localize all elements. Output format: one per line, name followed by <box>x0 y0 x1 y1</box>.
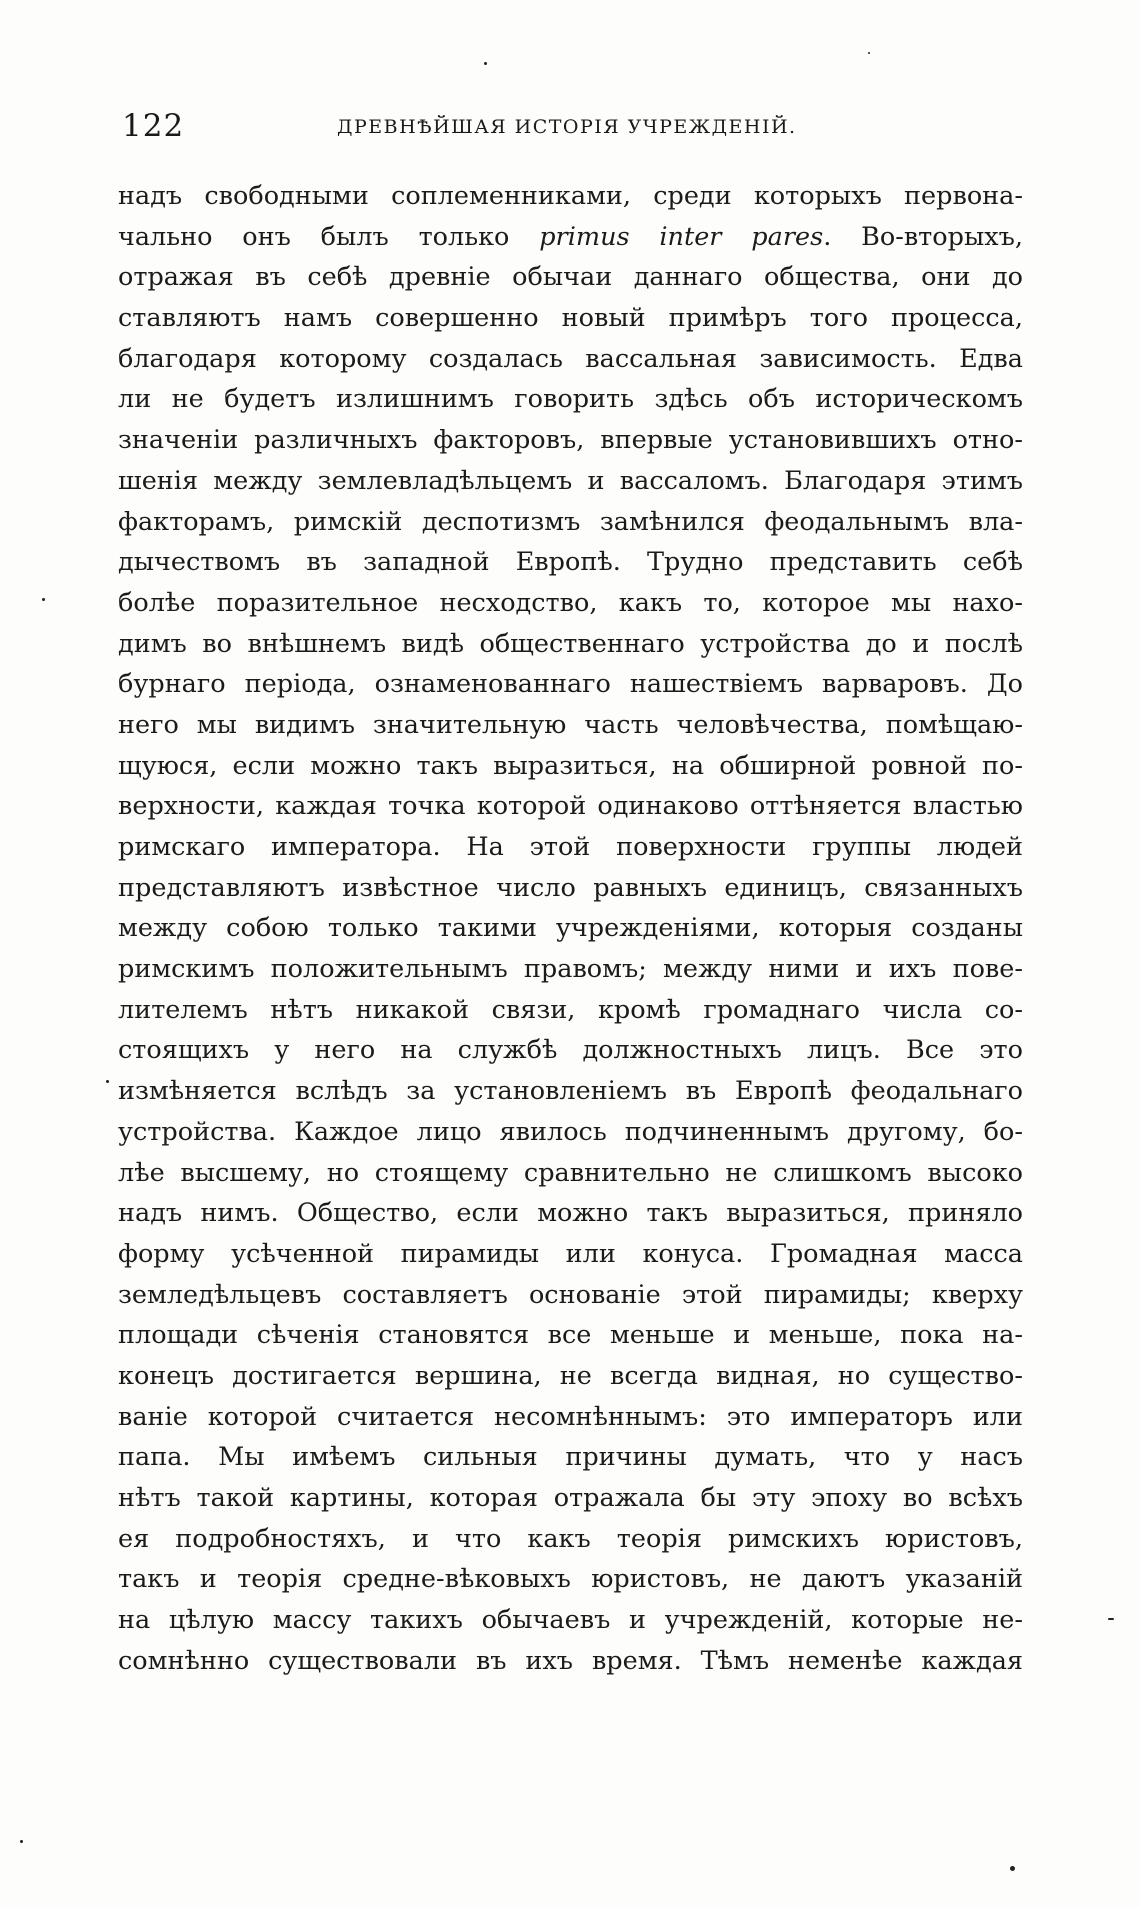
page-number: 122 <box>122 108 185 144</box>
text-line: такъ и теорія средне-вѣковыхъ юристовъ, не даютъ указаній <box>118 1564 1023 1595</box>
scan-speck <box>1108 1618 1114 1620</box>
text-line: представляютъ извѣстное число равныхъ единицъ, связанныхъ <box>118 872 1023 903</box>
scan-speck <box>20 1840 23 1843</box>
text-line: между собою только такими учрежденіями, которыя созданы <box>118 913 1023 944</box>
text-line: римскаго императора. На этой поверхности группы людей <box>118 832 1023 862</box>
text-line: конецъ достигается вершина, не всегда видная, но существо- <box>118 1360 1023 1391</box>
text-line: надъ свободными соплеменниками, среди которыхъ первона- <box>118 181 1023 211</box>
text-segment: чально онъ былъ только <box>118 221 510 252</box>
text-line: ея подробностяхъ, и что какъ теорія римскихъ юристовъ, <box>118 1523 1023 1554</box>
text-line: земледѣльцевъ составляетъ основаніе этой пирамиды; кверху <box>118 1279 1023 1310</box>
page-header <box>122 108 1030 152</box>
text-line: значеніи различныхъ факторовъ, впервые установившихъ отно- <box>118 425 1023 456</box>
scan-speck <box>42 598 45 601</box>
text-line: надъ нимъ. Общество, если можно такъ выразиться, приняло <box>118 1198 1023 1229</box>
text-line: сомнѣнно существовали въ ихъ время. Тѣмъ неменѣе каждая <box>118 1645 1023 1676</box>
text-line: него мы видимъ значительную часть человѣчества, помѣщаю- <box>118 709 1023 740</box>
text-line <box>118 217 1023 258</box>
text-line: благодаря которому создалась вассальная зависимость. Едва <box>118 343 1023 374</box>
text-line: дычествомъ въ западной Европѣ. Трудно представить себѣ <box>118 547 1023 578</box>
text-line: ли не будетъ излишнимъ говорить здѣсь объ историческомъ <box>118 384 1023 415</box>
text-line: бурнаго періода, ознаменованнаго нашествіемъ варваровъ. До <box>118 669 1023 700</box>
text-line: ставляютъ намъ совершенно новый примѣръ того процесса, <box>118 303 1023 334</box>
text-line: факторамъ, римскій деспотизмъ замѣнился феодальнымъ вла- <box>118 506 1023 537</box>
text-line: папа. Мы имѣемъ сильныя причины думать, что у насъ <box>118 1442 1023 1473</box>
text-line: форму усѣченной пирамиды или конуса. Громадная масса <box>118 1238 1023 1269</box>
text-line: измѣняется вслѣдъ за установленіемъ въ Европѣ феодальнаго <box>118 1076 1023 1107</box>
text-line: шенія между землевладѣльцемъ и вассаломъ. Благодаря этимъ <box>118 465 1023 496</box>
latin-phrase: primus inter pares <box>539 221 824 252</box>
scan-speck <box>484 62 487 65</box>
text-line: лителемъ нѣтъ никакой связи, кромѣ громаднаго числа со- <box>118 994 1023 1025</box>
text-line: болѣе поразительное несходство, какъ то, которое мы нахо- <box>118 587 1023 618</box>
scan-speck <box>106 1080 109 1083</box>
text-line: димъ во внѣшнемъ видѣ общественнаго устройства до и послѣ <box>118 628 1023 659</box>
text-line: римскимъ положительнымъ правомъ; между ними и ихъ пове- <box>118 954 1023 985</box>
text-line: ваніе которой считается несомнѣннымъ: это императоръ или <box>118 1401 1023 1432</box>
running-title: ДРЕВНѢЙШАЯ ИСТОРІЯ УЧРЕЖДЕНІЙ. <box>337 116 797 138</box>
text-line: лѣе высшему, но стоящему сравнительно не слишкомъ высоко <box>118 1157 1023 1188</box>
text-line: верхности, каждая точка которой одинаково оттѣняется властью <box>118 791 1023 822</box>
body-text <box>118 176 1023 1681</box>
text-line: на цѣлую массу такихъ обычаевъ и учрежденій, которые не- <box>118 1605 1023 1636</box>
scan-speck <box>1010 1866 1015 1871</box>
text-line: отражая въ себѣ древніе обычаи даннаго общества, они до <box>118 262 1023 293</box>
text-line: нѣтъ такой картины, которая отражала бы эту эпоху во всѣхъ <box>118 1483 1023 1513</box>
text-line: устройства. Каждое лицо явилось подчиненнымъ другому, бо- <box>118 1116 1023 1147</box>
scan-speck <box>868 52 870 54</box>
text-line: площади сѣченія становятся все меньше и меньше, пока на- <box>118 1320 1023 1351</box>
text-line: стоящихъ у него на службѣ должностныхъ лицъ. Все это <box>118 1035 1023 1066</box>
text-segment: . Во-вторыхъ, <box>823 221 1023 252</box>
text-line: щуюся, если можно такъ выразиться, на обширной ровной по- <box>118 750 1023 781</box>
